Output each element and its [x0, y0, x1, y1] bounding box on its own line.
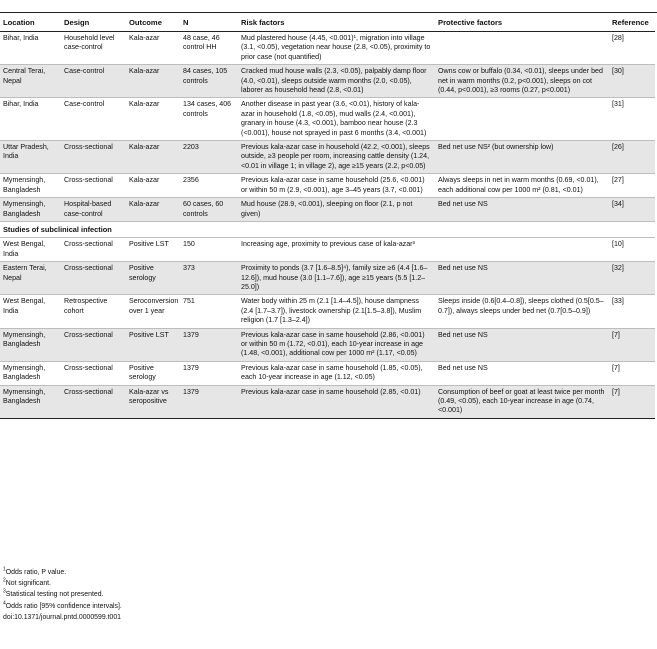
cell-design: Cross-sectional	[61, 238, 126, 262]
cell-design: Cross-sectional	[61, 361, 126, 385]
col-header: Risk factors	[238, 15, 435, 32]
cell-protective: Sleeps inside (0.6[0.4–0.8]), sleeps clothed (0.5[0.5–0.7]), always sleeps under bed net (0.7[0.5–0.9])	[435, 295, 609, 328]
cell-location: Bihar, India	[0, 32, 61, 65]
cell-n: 2203	[180, 141, 238, 174]
cell-outcome: Kala-azar	[126, 32, 180, 65]
cell-protective: Bed net use NS	[435, 328, 609, 361]
cell-risk: Previous kala-azar case in household (42.2, <0.001), sleeps outside, ≥3 people per room, increasing cattle density (1.24, <0.01 in village 1; in village 2), age ≥15 years (2.2, p<0.05)	[238, 141, 435, 174]
cell-risk: Mud house (28.9, <0.001), sleeping on floor (2.1, p not given)	[238, 198, 435, 222]
cell-risk: Previous kala-azar case in same household (1.85, <0.05), each 10-year increase in age (1.12, <0.05)	[238, 361, 435, 385]
cell-n: 150	[180, 238, 238, 262]
footnote	[3, 589, 122, 600]
cell-design: Hospital-based case-control	[61, 198, 126, 222]
cell-outcome: Kala-azar vs seropositive	[126, 385, 180, 418]
cell-risk: Water body within 25 m (2.1 [1.4–4.5]), house dampness (2.4 [1.7–3.7]), livestock ownership (2.1[1.5–3.8]), Muslim religion (1.7 [1.3–2.4])	[238, 295, 435, 328]
table-row	[0, 32, 655, 65]
footnote-text: Odds ratio [95% confidence intervals].	[5, 602, 122, 610]
cell-location: Bihar, India	[0, 98, 61, 141]
cell-location: Eastern Terai, Nepal	[0, 262, 61, 295]
cell-protective: Bed net use NS	[435, 262, 609, 295]
footnote-text: Odds ratio, P value.	[5, 569, 67, 576]
table-row	[0, 262, 655, 295]
cell-location: Mymensingh, Bangladesh	[0, 385, 61, 418]
cell-location: Mymensingh, Bangladesh	[0, 361, 61, 385]
col-header: Protective factors	[435, 15, 609, 32]
table-row	[0, 295, 655, 328]
cell-design: Cross-sectional	[61, 262, 126, 295]
footnote	[3, 578, 122, 589]
cell-design: Cross-sectional	[61, 385, 126, 418]
cell-outcome: Kala-azar	[126, 98, 180, 141]
cell-location: Mymensingh, Bangladesh	[0, 174, 61, 198]
col-header: N	[180, 15, 238, 32]
section-row	[0, 221, 655, 237]
footnote-mark: 2	[3, 577, 6, 584]
doi-link[interactable]: doi:10.1371/journal.pntd.0000599.t001	[3, 613, 122, 621]
cell-reference: [33]	[609, 295, 655, 328]
cell-n: 1379	[180, 385, 238, 418]
cell-outcome: Positive LST	[126, 238, 180, 262]
section-title: Studies of subclinical infection	[0, 221, 655, 237]
cell-reference: [32]	[609, 262, 655, 295]
header-row	[0, 15, 655, 32]
cell-reference: [30]	[609, 65, 655, 98]
footnote-text: Not significant.	[5, 580, 51, 588]
cell-protective: Bed net use NS	[435, 198, 609, 222]
table-row	[0, 198, 655, 222]
footnote	[3, 601, 122, 612]
table-row	[0, 385, 655, 418]
cell-n: 1379	[180, 328, 238, 361]
cell-protective: Bed net use NS² (but ownership low)	[435, 141, 609, 174]
cell-n: 84 cases, 105 controls	[180, 65, 238, 98]
table-row	[0, 361, 655, 385]
cell-n: 2356	[180, 174, 238, 198]
table-row	[0, 238, 655, 262]
cell-reference: [10]	[609, 238, 655, 262]
cell-risk: Increasing age, proximity to previous case of kala-azar³	[238, 238, 435, 262]
cell-n: 751	[180, 295, 238, 328]
cell-reference: [34]	[609, 198, 655, 222]
cell-location: Uttar Pradesh, India	[0, 141, 61, 174]
cell-outcome: Seroconversion over 1 year	[126, 295, 180, 328]
cell-location: Mymensingh, Bangladesh	[0, 198, 61, 222]
footnote-mark: 4	[3, 600, 6, 607]
cell-n: 373	[180, 262, 238, 295]
col-header: Reference	[609, 15, 655, 32]
cell-reference: [7]	[609, 361, 655, 385]
col-header: Design	[61, 15, 126, 32]
cell-protective	[435, 32, 609, 65]
cell-location: West Bengal, India	[0, 238, 61, 262]
cell-design: Household level case-control	[61, 32, 126, 65]
footnote-text: Statistical testing not presented.	[5, 591, 104, 599]
cell-n: 1379	[180, 361, 238, 385]
cell-design: Case-control	[61, 65, 126, 98]
cell-protective	[435, 98, 609, 141]
cell-design: Cross-sectional	[61, 328, 126, 361]
footnote-mark: 1	[3, 566, 6, 573]
cell-reference: [31]	[609, 98, 655, 141]
cell-protective	[435, 238, 609, 262]
cell-protective: Always sleeps in net in warm months (0.69, <0.01), each additional cow per 1000 m² (0.81, <0.01)	[435, 174, 609, 198]
cell-reference: [7]	[609, 328, 655, 361]
cell-risk: Previous kala-azar case in same household (25.6, <0.001) or within 50 m (2.9, <0.001), age 3–45 years (3.7, <0.001)	[238, 174, 435, 198]
cell-location: West Bengal, India	[0, 295, 61, 328]
cell-reference: [7]	[609, 385, 655, 418]
cell-reference: [26]	[609, 141, 655, 174]
cell-risk: Proximity to ponds (3.7 [1.6–8.5]⁴), family size ≥6 (4.4 [1.6–12.6]), mud house (3.0 [1.1–7.6]), age ≥15 years (5.5 [1.2–25.0])	[238, 262, 435, 295]
cell-risk: Another disease in past year (3.6, <0.01), history of kala-azar in household (1.8, <0.05), mud walls (2.4, <0.001), granary in house (4.3, <0.001), bamboo near house (2.3 (<0.001), house not sprayed in past 6 months (3.4, <0.001)	[238, 98, 435, 141]
cell-outcome: Kala-azar	[126, 65, 180, 98]
cell-outcome: Positive serology	[126, 262, 180, 295]
table-row	[0, 141, 655, 174]
cell-risk: Cracked mud house walls (2.3, <0.05), palpably damp floor (4.0, <0.01), sleeps outside warm months (2.0, <0.05), laborer as household head (2.8, <0.01)	[238, 65, 435, 98]
footnote-mark: 3	[3, 589, 6, 596]
cell-design: Case-control	[61, 98, 126, 141]
col-header: Location	[0, 15, 61, 32]
cell-outcome: Kala-azar	[126, 141, 180, 174]
table-row	[0, 174, 655, 198]
cell-location: Mymensingh, Bangladesh	[0, 328, 61, 361]
table-row	[0, 65, 655, 98]
col-header: Outcome	[126, 15, 180, 32]
cell-location: Central Terai, Nepal	[0, 65, 61, 98]
cell-outcome: Positive LST	[126, 328, 180, 361]
cell-outcome: Kala-azar	[126, 198, 180, 222]
cell-risk: Previous kala-azar case in same household (2.86, <0.001) or within 50 m (1.72, <0.01), each 10-year increase in age (1.48, <0.001), additional cow per 1000 m² (1.17, <0.05)	[238, 328, 435, 361]
cell-protective: Bed net use NS	[435, 361, 609, 385]
cell-risk: Mud plastered house (4.45, <0.001)¹, migration into village (3.1, <0.05), vegetation near house (2.8, <0.05), proximity to prior case (not quantified)	[238, 32, 435, 65]
cell-design: Retrospective cohort	[61, 295, 126, 328]
cell-n: 48 case, 46 control HH	[180, 32, 238, 65]
cell-n: 134 cases, 406 controls	[180, 98, 238, 141]
cell-outcome: Positive serology	[126, 361, 180, 385]
table-row	[0, 98, 655, 141]
cell-reference: [27]	[609, 174, 655, 198]
cell-n: 60 cases, 60 controls	[180, 198, 238, 222]
table-row	[0, 328, 655, 361]
cell-design: Cross-sectional	[61, 174, 126, 198]
cell-reference: [28]	[609, 32, 655, 65]
footnote	[3, 567, 122, 578]
table-caption-band	[0, 0, 657, 13]
cell-design: Cross-sectional	[61, 141, 126, 174]
cell-protective: Owns cow or buffalo (0.34, <0.01), sleeps under bed net in warm months (0.2, p<0.001), sleeps on cot (0.44, p<0.001), ≥3 rooms (0.27, p<0.001)	[435, 65, 609, 98]
cell-risk: Previous kala-azar case in same household (2.85, <0.01)	[238, 385, 435, 418]
table-footnotes	[3, 567, 122, 623]
cell-protective: Consumption of beef or goat at least twice per month (0.49, <0.05), each 10-year increase in age (0.74, <0.001)	[435, 385, 609, 418]
cell-outcome: Kala-azar	[126, 174, 180, 198]
risk-factors-table	[0, 15, 655, 419]
